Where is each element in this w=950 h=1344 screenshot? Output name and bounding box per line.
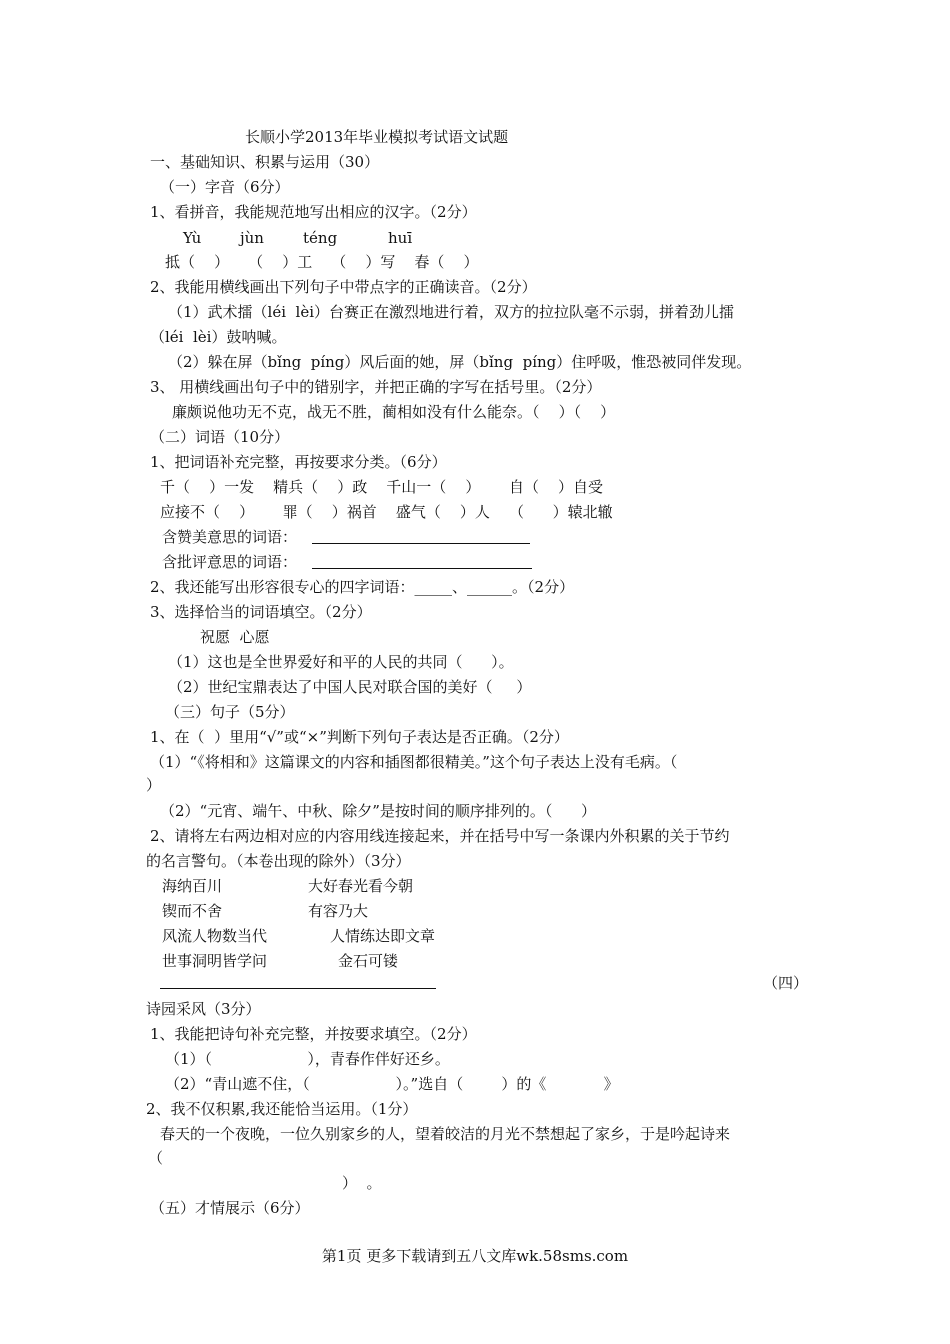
question-text: （1）“《将相和》这篇课文的内容和插图都很精美。”这个句子表达上没有毛病。（ [150,753,678,771]
question-text: （2）“元宵、端午、中秋、除夕”是按时间的顺序排列的。（ ） [160,802,596,820]
question-text: 1、看拼音，我能规范地写出相应的汉字。（2分） [150,203,477,221]
match-left-item: 世事洞明皆学问 [162,952,268,970]
section-heading: 一、基础知识、积累与运用（30） [150,153,380,171]
question-text: 的名言警句。（本卷出现的除外）（3分） [146,852,411,870]
answer-line [312,568,532,569]
match-left-item: 海纳百川 [162,877,223,895]
question-text: 春天的一个夜晚，一位久别家乡的人，望着皎洁的月光不禁想起了家乡，于是吟起诗来 [160,1125,731,1143]
subsection-heading-part: （四） [763,974,809,992]
question-text: （ [148,1149,164,1167]
match-right-item: 有容乃大 [308,902,369,920]
category-label: 含批评意思的词语： [162,553,298,571]
question-text: （1）武术擂（léi lèi）台赛正在激烈地进行着，双方的拉拉队毫不示弱，拼着劲儿擂 [168,303,735,321]
question-text: （1）（ ），青春作伴好还乡。 [165,1050,450,1068]
answer-line [312,543,530,544]
pinyin-label: jùn [240,229,264,247]
page-title: 长顺小学2013年毕业模拟考试语文试题 [245,128,509,146]
answer-blanks: 抵（ ） （ ）工 （ ）写 春（ ） [165,253,479,271]
pinyin-label: huī [388,229,413,247]
subsection-heading: （五）才情展示（6分） [150,1199,310,1217]
question-text: （1）这也是全世界爱好和平的人民的共同（ ）。 [168,653,514,671]
subsection-heading: （一）字音（6分） [160,178,290,196]
answer-line [160,988,436,989]
subsection-heading: （二）词语（10分） [150,428,290,446]
subsection-heading: （三）句子（5分） [165,703,295,721]
question-text: （2）世纪宝鼎表达了中国人民对联合国的美好（ ） [168,678,532,696]
question-text: （2）“青山遮不住，（ ）。”选自（ ）的《 》 [165,1075,619,1093]
question-text: 1、在（ ）里用“√”或“×”判断下列句子表达是否正确。（2分） [150,728,569,746]
question-text: 1、把词语补充完整，再按要求分类。（6分） [150,453,447,471]
question-text: 3、 用横线画出句子中的错别字，并把正确的字写在括号里。（2分） [150,378,602,396]
question-text: 2、我还能写出形容很专心的四字词语：_____、______。（2分） [150,578,575,596]
question-text: ） [146,776,162,794]
word-row: 千（ ）一发 精兵（ ）政 千山一（ ） 自（ ）自受 [160,478,604,496]
match-right-item: 人情练达即文章 [330,927,436,945]
question-text: （2）躲在屏（bǐng píng）风后面的她，屏（bǐng píng）住呼吸，惟恐被同伴发现。 [168,353,752,371]
word-row: 应接不（ ） 罪（ ）祸首 盛气（ ）人 （ ）辕北辙 [160,503,613,521]
question-text: ） 。 [342,1174,382,1192]
pinyin-label: téng [303,229,338,247]
match-right-item: 大好春光看今朝 [308,877,414,895]
question-text: 2、请将左右两边相对应的内容用线连接起来，并在括号中写一条课内外积累的关于节约 [150,827,730,845]
word-choices: 祝愿 心愿 [200,628,270,646]
question-text: 1、我能把诗句补充完整，并按要求填空。（2分） [150,1025,477,1043]
question-text: 2、我不仅积累,我还能恰当运用。（1分） [146,1100,418,1118]
match-right-item: 金石可镂 [338,952,399,970]
question-text: 2、我能用横线画出下列句子中带点字的正确读音。（2分） [150,278,537,296]
page-footer: 第1页 更多下载请到五八文库wk.58sms.com [321,1247,629,1265]
match-left-item: 锲而不舍 [162,902,223,920]
question-text: （léi lèi）鼓呐喊。 [150,328,287,346]
pinyin-label: Yù [183,229,202,247]
match-left-item: 风流人物数当代 [162,927,268,945]
category-label: 含赞美意思的词语： [162,528,298,546]
subsection-heading-part: 诗园采风（3分） [146,1000,261,1018]
question-text: 廉颇说他功无不克，战无不胜，蔺相如没有什么能奈。（ ）（ ） [172,403,616,421]
question-text: 3、选择恰当的词语填空。（2分） [150,603,372,621]
